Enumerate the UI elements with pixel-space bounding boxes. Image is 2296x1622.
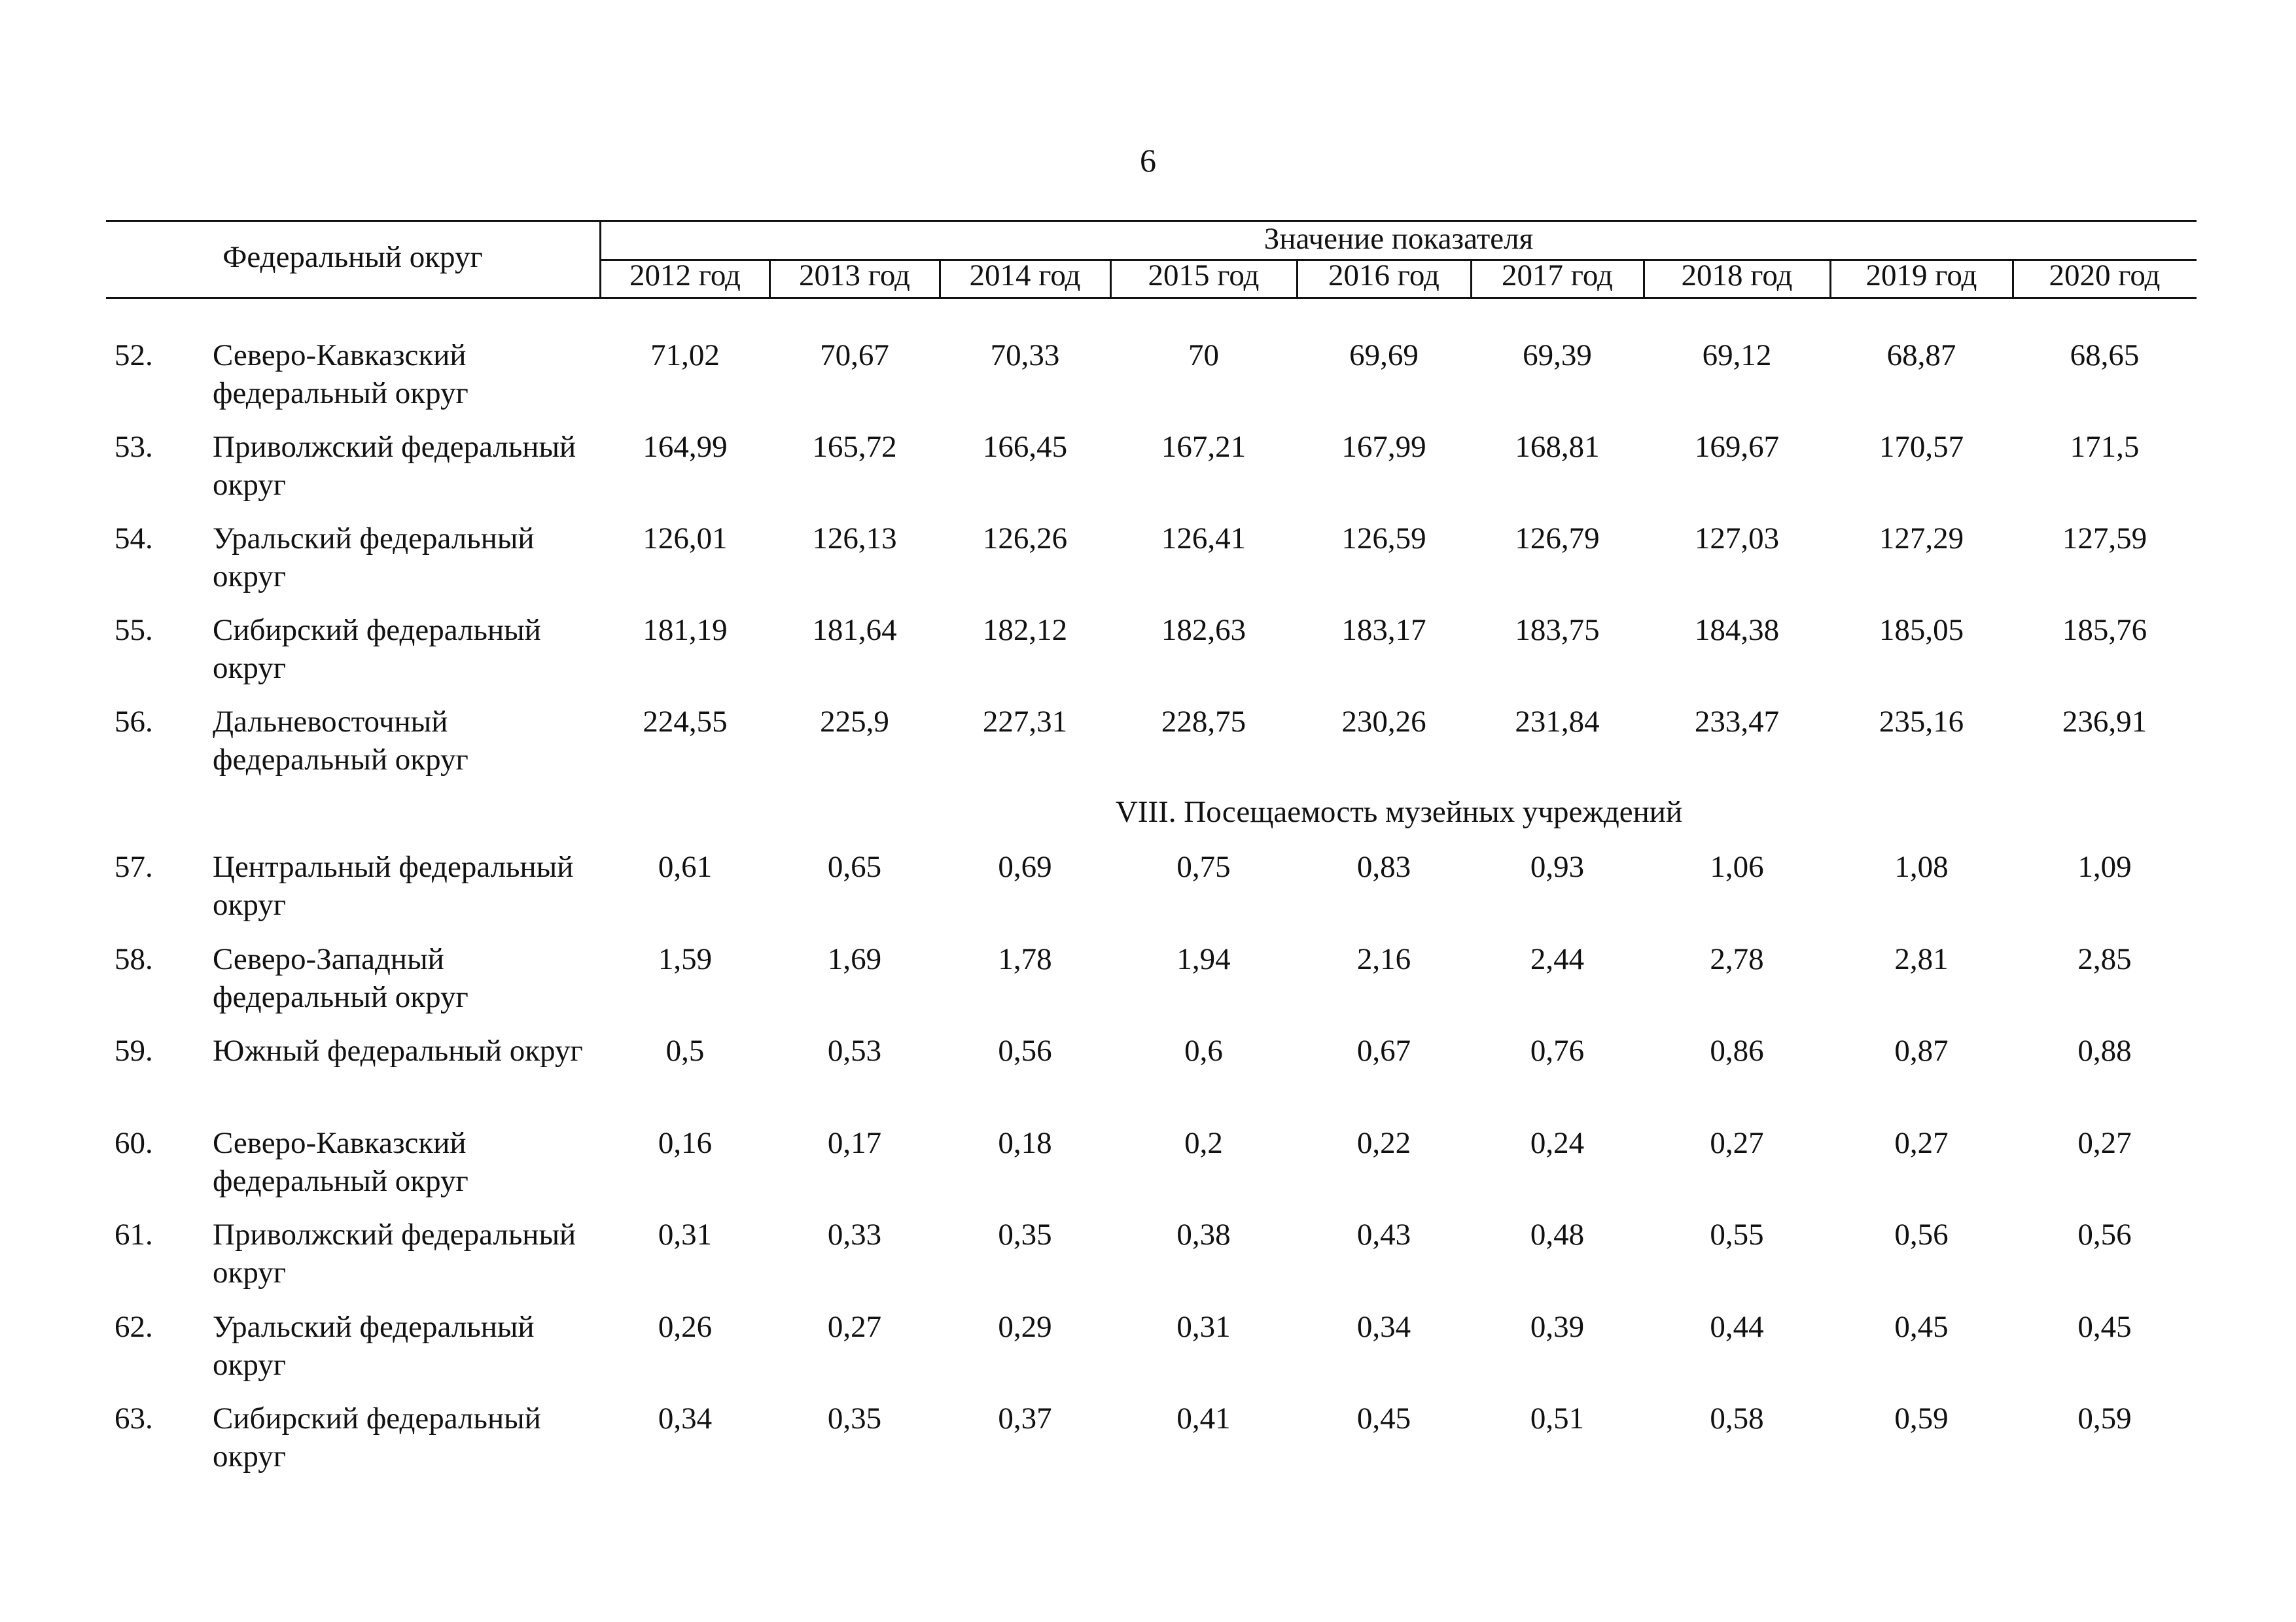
value-cell: 0,22 (1356, 1125, 1411, 1160)
value-cell: 230,26 (1341, 705, 1426, 739)
value-cell: 182,12 (982, 613, 1068, 647)
value-cell: 0,24 (1530, 1125, 1585, 1160)
row-number: 55. (115, 613, 153, 647)
value-cell: 0,59 (1894, 1402, 1949, 1436)
row-number: 59. (115, 1034, 153, 1068)
value-cell: 184,38 (1694, 613, 1780, 647)
value-cell: 1,78 (998, 942, 1052, 976)
value-cell: 2,16 (1356, 942, 1411, 976)
value-cell: 181,19 (643, 613, 728, 647)
value-cell: 0,34 (1356, 1309, 1411, 1344)
year-divider (1110, 259, 1112, 298)
row-number: 62. (115, 1309, 153, 1344)
district-name: Приволжский федеральный округ (213, 1218, 576, 1290)
row-number: 61. (115, 1218, 153, 1252)
value-cell: 185,05 (1879, 613, 1964, 647)
row-number: 56. (115, 705, 153, 739)
value-cell: 236,91 (2062, 705, 2147, 739)
table-row (0, 428, 2296, 520)
value-cell: 169,67 (1694, 430, 1780, 464)
value-cell: 167,99 (1341, 430, 1426, 464)
value-cell: 126,13 (812, 521, 897, 555)
value-cell: 0,56 (2077, 1218, 2132, 1252)
district-name: Дальневосточный федеральный округ (213, 705, 468, 777)
value-cell: 0,61 (658, 850, 713, 884)
value-cell: 185,76 (2062, 613, 2147, 647)
year-header: 2018 год (1681, 258, 1793, 292)
value-cell: 1,06 (1710, 850, 1764, 884)
value-cell: 0,27 (827, 1309, 882, 1344)
table-row (0, 940, 2296, 1032)
value-cell: 0,86 (1710, 1034, 1764, 1068)
table-row (0, 336, 2296, 428)
value-cell: 0,48 (1530, 1218, 1585, 1252)
value-cell: 0,59 (2077, 1402, 2132, 1436)
district-name: Уральский федеральный округ (213, 521, 535, 593)
value-cell: 2,81 (1894, 942, 1949, 976)
value-cell: 0,45 (1894, 1309, 1949, 1344)
row-number: 63. (115, 1402, 153, 1436)
table-row (0, 520, 2296, 611)
header-bottom-rule (106, 297, 2197, 299)
value-cell: 2,85 (2077, 942, 2132, 976)
year-divider (1296, 259, 1298, 298)
value-cell: 0,37 (998, 1402, 1052, 1436)
value-cell: 235,16 (1879, 705, 1964, 739)
value-cell: 0,33 (827, 1218, 882, 1252)
value-cell: 0,45 (1356, 1402, 1411, 1436)
value-cell: 126,59 (1341, 521, 1426, 555)
value-cell: 2,78 (1710, 942, 1764, 976)
value-cell: 0,93 (1530, 850, 1585, 884)
value-cell: 0,27 (2077, 1125, 2132, 1160)
year-header: 2019 год (1865, 258, 1977, 292)
value-cell: 0,75 (1176, 850, 1231, 884)
value-cell: 164,99 (643, 430, 728, 464)
page-number: 6 (1140, 142, 1156, 179)
district-name: Уральский федеральный округ (213, 1309, 535, 1382)
table-row (0, 703, 2296, 794)
value-cell: 0,76 (1530, 1034, 1585, 1068)
value-cell: 0,6 (1184, 1034, 1223, 1068)
value-cell: 167,21 (1161, 430, 1246, 464)
value-cell: 0,65 (827, 850, 882, 884)
value-cell: 0,18 (998, 1125, 1052, 1160)
value-cell: 0,35 (998, 1218, 1052, 1252)
value-cell: 0,83 (1356, 850, 1411, 884)
value-cell: 224,55 (643, 705, 728, 739)
value-cell: 127,59 (2062, 521, 2147, 555)
district-name: Южный федеральный округ (213, 1034, 583, 1068)
value-cell: 0,39 (1530, 1309, 1585, 1344)
value-cell: 0,31 (1176, 1309, 1231, 1344)
value-cell: 0,53 (827, 1034, 882, 1068)
district-name: Северо-Кавказский федеральный округ (213, 338, 468, 410)
value-cell: 166,45 (982, 430, 1068, 464)
value-cell: 168,81 (1515, 430, 1600, 464)
table-row (0, 1124, 2296, 1216)
value-cell: 0,31 (658, 1218, 713, 1252)
value-cell: 0,41 (1176, 1402, 1231, 1436)
value-cell: 0,38 (1176, 1218, 1231, 1252)
value-cell: 0,2 (1184, 1125, 1223, 1160)
year-header: 2015 год (1148, 258, 1260, 292)
year-header: 2017 год (1502, 258, 1613, 292)
table-row (0, 611, 2296, 703)
value-cell: 183,75 (1515, 613, 1600, 647)
value-cell: 69,39 (1523, 338, 1592, 372)
value-cell: 0,29 (998, 1309, 1052, 1344)
year-divider (2012, 259, 2014, 298)
district-name: Сибирский федеральный округ (213, 1402, 541, 1473)
value-cell: 127,29 (1879, 521, 1964, 555)
row-number: 53. (115, 430, 153, 464)
value-cell: 0,27 (1710, 1125, 1764, 1160)
table-row (0, 1400, 2296, 1491)
value-cell: 0,35 (827, 1402, 882, 1436)
year-header: 2012 год (629, 258, 741, 292)
value-cell: 0,45 (2077, 1309, 2132, 1344)
district-name: Северо-Западный федеральный округ (213, 942, 468, 1014)
value-cell: 0,17 (827, 1125, 882, 1160)
value-cell: 70,33 (990, 338, 1060, 372)
value-cell: 1,08 (1894, 850, 1949, 884)
value-cell: 2,44 (1530, 942, 1585, 976)
year-header: 2016 год (1328, 258, 1439, 292)
value-cell: 170,57 (1879, 430, 1964, 464)
indicator-column-header: Значение показателя (1263, 222, 1534, 256)
value-cell: 0,44 (1710, 1309, 1764, 1344)
value-cell: 0,26 (658, 1309, 713, 1344)
year-divider (939, 259, 941, 298)
value-cell: 126,26 (982, 521, 1068, 555)
row-number: 52. (115, 338, 153, 372)
value-cell: 0,67 (1356, 1034, 1411, 1068)
row-number: 57. (115, 850, 153, 884)
value-cell: 228,75 (1161, 705, 1246, 739)
value-cell: 70 (1188, 338, 1219, 372)
value-cell: 227,31 (982, 705, 1068, 739)
value-cell: 69,69 (1349, 338, 1419, 372)
value-cell: 69,12 (1702, 338, 1772, 372)
value-cell: 126,01 (643, 521, 728, 555)
value-cell: 68,87 (1886, 338, 1956, 372)
value-cell: 181,64 (812, 613, 897, 647)
year-divider (1829, 259, 1831, 298)
value-cell: 1,94 (1176, 942, 1231, 976)
value-cell: 0,58 (1710, 1402, 1764, 1436)
row-number: 54. (115, 521, 153, 555)
year-header: 2020 год (2049, 258, 2161, 292)
value-cell: 225,9 (820, 705, 889, 739)
value-cell: 0,88 (2077, 1034, 2132, 1068)
district-name: Центральный федеральный округ (213, 850, 574, 922)
district-name: Северо-Кавказский федеральный округ (213, 1125, 468, 1198)
table-row (0, 1032, 2296, 1123)
value-cell: 231,84 (1515, 705, 1600, 739)
value-cell: 183,17 (1341, 613, 1426, 647)
value-cell: 182,63 (1161, 613, 1246, 647)
value-cell: 0,51 (1530, 1402, 1585, 1436)
value-cell: 127,03 (1694, 521, 1780, 555)
value-cell: 68,65 (2070, 338, 2140, 372)
value-cell: 126,79 (1515, 521, 1600, 555)
year-divider (1470, 259, 1472, 298)
value-cell: 0,56 (1894, 1218, 1949, 1252)
row-number: 60. (115, 1125, 153, 1160)
table-row (0, 1308, 2296, 1400)
value-cell: 0,87 (1894, 1034, 1949, 1068)
year-divider (769, 259, 771, 298)
value-cell: 126,41 (1161, 521, 1246, 555)
value-cell: 165,72 (812, 430, 897, 464)
value-cell: 1,09 (2077, 850, 2132, 884)
district-name: Приволжский федеральный округ (213, 430, 576, 502)
value-cell: 71,02 (650, 338, 720, 372)
year-header: 2014 год (969, 258, 1081, 292)
value-cell: 70,67 (820, 338, 889, 372)
year-header: 2013 год (799, 258, 910, 292)
year-divider (1643, 259, 1645, 298)
value-cell: 0,16 (658, 1125, 713, 1160)
table-row (0, 848, 2296, 940)
value-cell: 1,59 (658, 942, 713, 976)
value-cell: 1,69 (827, 942, 882, 976)
value-cell: 0,69 (998, 850, 1052, 884)
district-name: Сибирский федеральный округ (213, 613, 541, 685)
value-cell: 233,47 (1694, 705, 1780, 739)
value-cell: 0,5 (665, 1034, 705, 1068)
value-cell: 0,34 (658, 1402, 713, 1436)
table-row (0, 1216, 2296, 1307)
value-cell: 0,27 (1894, 1125, 1949, 1160)
value-cell: 0,56 (998, 1034, 1052, 1068)
row-number: 58. (115, 942, 153, 976)
value-cell: 171,5 (2070, 430, 2140, 464)
value-cell: 0,43 (1356, 1218, 1411, 1252)
value-cell: 0,55 (1710, 1218, 1764, 1252)
district-column-header: Федеральный округ (222, 240, 483, 274)
section-title: VIII. Посещаемость музейных учреждений (1115, 795, 1683, 829)
